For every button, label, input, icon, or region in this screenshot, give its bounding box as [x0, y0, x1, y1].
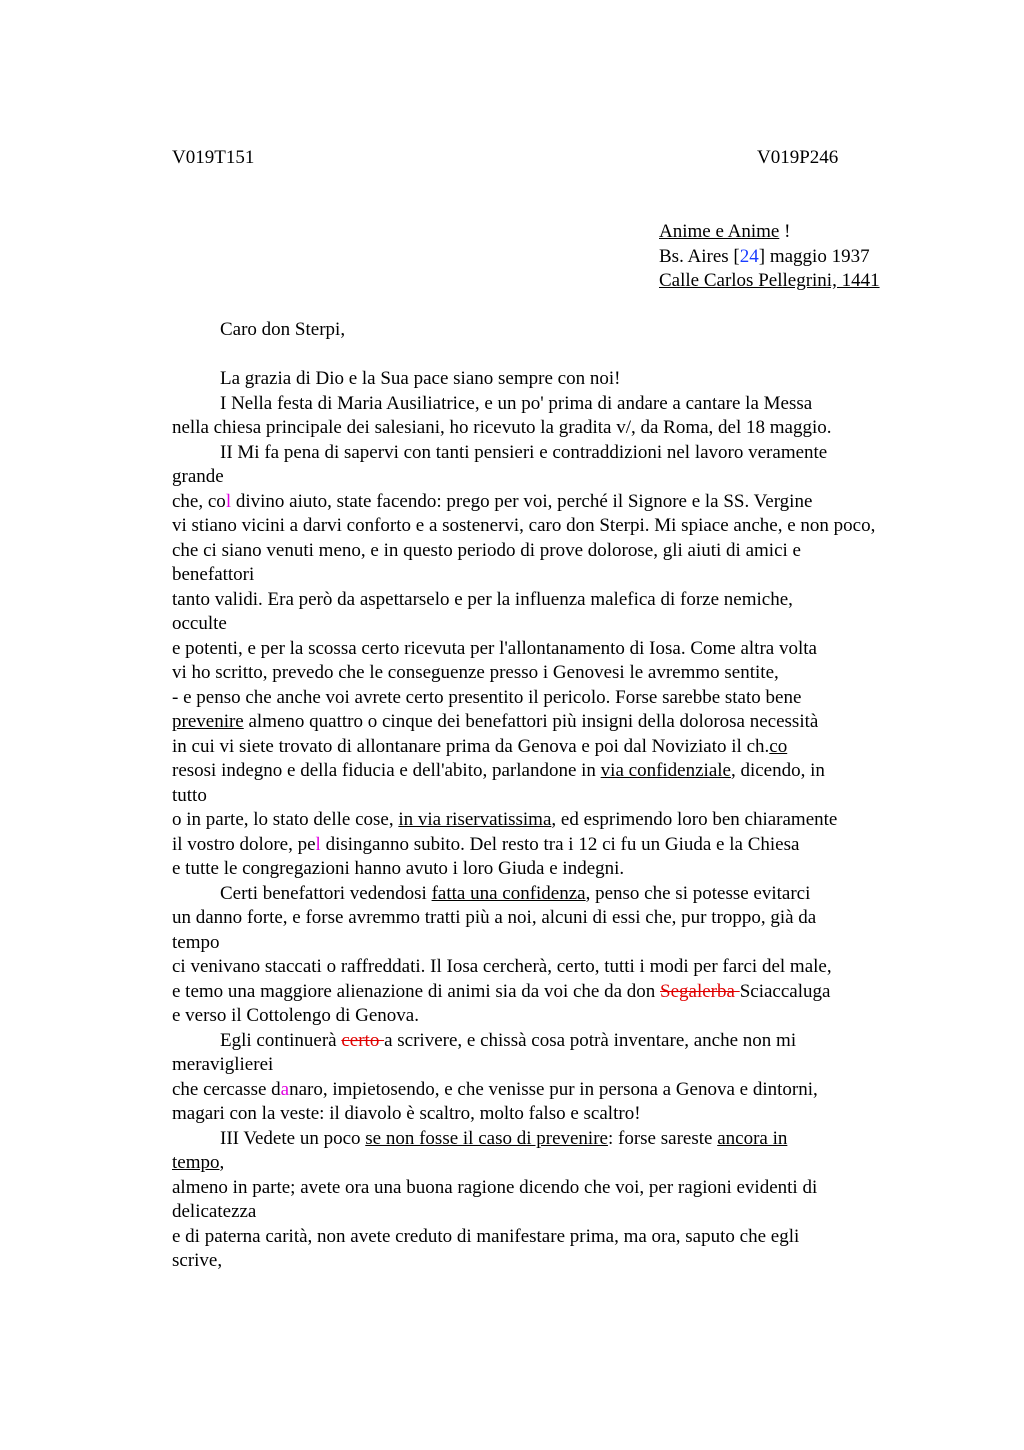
text-span: Egli continuerà	[220, 1029, 342, 1051]
text-line: vi stiano vicini a darvi conforto e a sostenervi, caro don Sterpi. Mi spiace anche, e non poco,	[172, 515, 876, 536]
text-line	[172, 1078, 952, 1103]
text-span: che, co	[172, 490, 226, 512]
text-span: III Vedete un poco	[220, 1127, 366, 1149]
text-line: almeno in parte; avete ora una buona ragione dicendo che voi, per ragioni evidenti di	[172, 1176, 818, 1198]
text-span: , penso che si potesse evitarci	[585, 882, 811, 904]
header-date-pre: Bs. Aires [	[659, 245, 740, 267]
text-line: ci venivano staccati o raffreddati. Il Iosa cercherà, certo, tutti i modi per farci del male,	[172, 956, 832, 977]
text-line	[172, 1127, 952, 1152]
text-span: almeno quattro o cinque dei benefattori più insigni della dolorosa necessità	[243, 711, 819, 732]
text-span: Sciaccaluga	[739, 980, 831, 1002]
underlined-text: via confidenziale	[600, 760, 731, 781]
text-line: II Mi fa pena di sapervi con tanti pensieri e contraddizioni nel lavoro veramente	[220, 441, 828, 463]
underlined-text: fatta una confidenza	[431, 882, 586, 904]
header-date-post: ] maggio 1937	[758, 245, 870, 267]
text-line: I Nella festa di Maria Ausiliatrice, e un po' prima di andare a cantare la Messa	[220, 392, 813, 414]
text-span: divino aiuto, state facendo: prego per voi, perché il Signore e la SS. Vergine	[231, 490, 813, 512]
text-span: disinganno subito. Del resto tra i 12 ci fu un Giuda e la Chiesa	[320, 833, 800, 855]
text-line: tanto validi. Era però da aspettarselo e per la influenza malefica di forze nemiche,	[172, 588, 793, 610]
text-line	[172, 1029, 952, 1054]
text-line	[172, 808, 952, 833]
text-span: o in parte, lo stato delle cose,	[172, 809, 399, 830]
text-span: in cui vi siete trovato di allontanare prima da Genova e poi dal Noviziato il ch.	[172, 735, 770, 757]
salutation: Caro don Sterpi,	[220, 319, 346, 340]
text-line: occulte	[172, 613, 227, 634]
text-span: naro, impietosendo, e che venisse pur in persona a Genova e dintorni,	[289, 1078, 818, 1100]
text-line: delicatezza	[172, 1201, 257, 1222]
text-line	[172, 710, 952, 735]
text-line: che ci siano venuti meno, e in questo periodo di prove dolorose, gli aiuti di amici e	[172, 539, 801, 561]
text-line	[172, 759, 952, 784]
text-line: magari con la veste: il diavolo è scaltro, molto falso e scaltro!	[172, 1103, 641, 1124]
text-line: - e penso che anche voi avrete certo presentito il pericolo. Forse sarebbe stato bene	[172, 686, 802, 708]
text-span: , dicendo, in	[730, 760, 825, 781]
text-line: e di paterna carità, non avete creduto di manifestare prima, ma ora, saputo che egli	[172, 1225, 800, 1247]
letter-body	[172, 318, 952, 1274]
text-line: tempo	[172, 931, 220, 953]
text-line	[172, 833, 952, 858]
underlined-text: tempo	[172, 1152, 220, 1173]
document-code-right: V019P246	[757, 147, 839, 168]
text-line: meraviglierei	[172, 1054, 274, 1075]
text-span: ,	[219, 1152, 225, 1173]
deleted-text: certo	[341, 1029, 385, 1051]
text-span: che cercasse d	[172, 1078, 281, 1100]
header-motto-line	[659, 220, 880, 245]
text-span: il vostro dolore, pe	[172, 833, 316, 855]
text-line	[172, 735, 952, 760]
text-line: scrive,	[172, 1250, 223, 1271]
text-line	[172, 882, 952, 907]
blank-line	[172, 343, 952, 368]
underlined-text: in via riservatissima	[398, 809, 552, 830]
text-line: e tutte le congregazioni hanno avuto i loro Giuda e indegni.	[172, 858, 625, 879]
text-line: La grazia di Dio e la Sua pace siano sempre con noi!	[220, 368, 621, 389]
text-line: vi ho scritto, prevedo che le conseguenze presso i Genovesi le avremmo sentite,	[172, 662, 779, 683]
text-line	[172, 490, 952, 515]
text-line	[172, 1151, 952, 1176]
header-date-day: 24	[739, 245, 759, 267]
underlined-text: co	[769, 735, 788, 757]
text-line	[172, 980, 952, 1005]
text-span: resosi indegno e della fiducia e dell'abito, parlandone in	[172, 760, 601, 781]
document-code-left: V019T151	[172, 147, 255, 168]
header-motto-tail: !	[779, 221, 791, 242]
text-line: un danno forte, e forse avremmo tratti più a noi, alcuni di essi che, pur troppo, già da	[172, 907, 817, 928]
text-line: nella chiesa principale dei salesiani, ho ricevuto la gradita v/, da Roma, del 18 maggio.	[172, 417, 832, 438]
text-line: e potenti, e per la scossa certo ricevuta per l'allontanamento di Iosa. Come altra volta	[172, 637, 817, 659]
text-span: a scrivere, e chissà cosa potrà inventare, anche non mi	[384, 1029, 797, 1051]
header-date-line	[659, 245, 880, 270]
inserted-letter: l	[315, 833, 321, 855]
inserted-letter: a	[280, 1078, 290, 1100]
header-motto: Anime e Anime	[659, 221, 780, 242]
text-span: : forse sareste	[607, 1127, 718, 1149]
text-span: e temo una maggiore alienazione di animi sia da voi che da don	[172, 980, 661, 1002]
letter-header	[659, 220, 880, 294]
text-line: benefattori	[172, 564, 255, 585]
inserted-letter: l	[225, 490, 232, 512]
header-address: Calle Carlos Pellegrini, 1441	[659, 270, 880, 291]
text-span: , ed esprimendo loro ben chiaramente	[551, 809, 838, 830]
text-line: tutto	[172, 784, 207, 806]
underlined-text: ancora in	[717, 1127, 788, 1149]
underlined-text: prevenire	[172, 711, 244, 732]
text-line: e verso il Cottolengo di Genova.	[172, 1005, 419, 1026]
deleted-text: Segalerba	[660, 980, 740, 1002]
underlined-text: se non fosse il caso di prevenire	[365, 1127, 608, 1149]
text-line: grande	[172, 466, 224, 487]
text-span: Certi benefattori vedendosi	[220, 882, 432, 904]
